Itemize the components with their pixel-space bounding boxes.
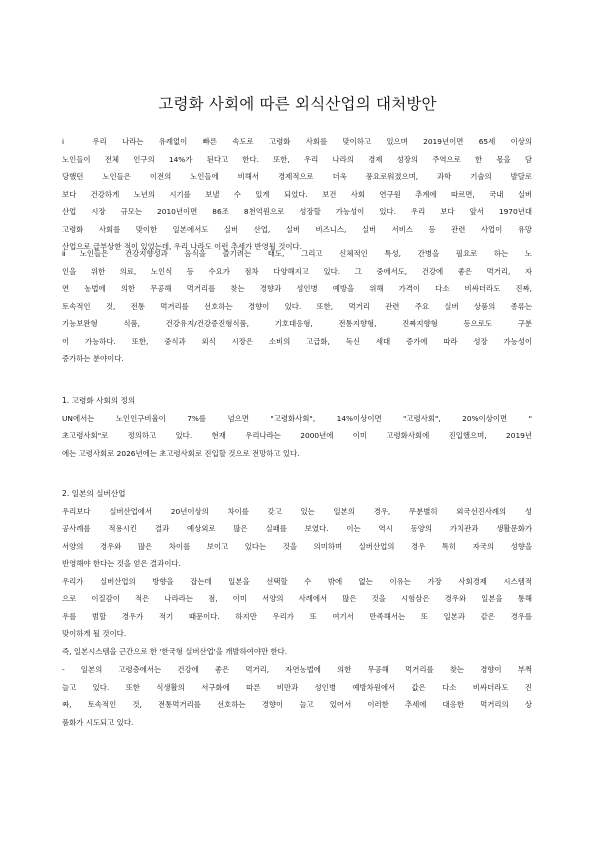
text-line: 보다 건강하게 노년의 시기를 보낼 수 있게 되었다. 보건 사회 연구원 추계에 따르면, 국내 실버 — [62, 189, 532, 199]
text-line: 산업 시장 규모는 2010년이면 86조 8천억원으로 성장할 가능성이 있다. 우리 보다 앞서 1970년대 — [62, 207, 532, 216]
text-line: - 일본의 고령층에서는 건강에 좋은 먹거리, 자연농법에 의한 무공해 먹거리를 찾는 경향이 부쩍 — [62, 665, 532, 674]
text-line: 맞이하게 될 것이다. — [62, 629, 127, 638]
text-line: 연 농법에 의한 무공해 먹거리를 찾는 경향과 성인병 예방을 위해 가격이 다소 비싸더라도 진짜, — [62, 284, 532, 293]
section-2 — [62, 485, 532, 660]
text-line: 우리가 실버산업의 방향을 잡는데 일본을 선택할 수 밖에 없는 이유는 가장 사회경제 시스템적 — [62, 576, 532, 586]
text-line: 에는 고령사회로 2026년에는 초고령사회로 진입할 것으로 전망하고 있다. — [62, 448, 300, 458]
text-line: 당했던 노인들은 이전의 노인들에 비해서 경제적으로 더욱 풍요로워졌으며, 과학 기술의 발달로 — [62, 172, 532, 181]
text-line: 서양의 경우와 많은 차이를 보이고 있다는 것을 의미하며 실버산업의 경우 특히 자국의 성향을 — [62, 541, 532, 551]
text-line: 반영해야 한다는 것을 얻은 결과이다. — [62, 559, 181, 568]
text-line: 우를 범할 경우가 적기 때문이다. 하지만 우리가 또 여기서 만족해서는 또 일본과 같은 경우를 — [62, 611, 532, 621]
text-line: 고령화 사회를 맞이한 일본에서도 실버 산업, 실버 비즈니스, 실버 서비스 등 관련 사업이 유망 — [62, 224, 532, 234]
text-line: 으로 이질감이 적은 나라라는 점, 이미 서양의 사례에서 많은 것을 시험삼은 경우와 일본을 통해 — [62, 594, 532, 603]
intro-paragraph-2 — [62, 245, 532, 368]
section-1 — [62, 392, 532, 462]
text-line: ⅱ노인들은 건강지향성과 음식을 즐기려는 태도, 그리고 신체적인 특성, 간병을 필요로 하는 노 — [62, 249, 532, 258]
text-line: 즉, 일본시스템을 근간으로 한 '한국형 실버산업'을 개발하여야만 한다. — [62, 646, 288, 656]
intro-paragraph-1 — [62, 133, 532, 256]
closing-paragraph — [62, 661, 532, 731]
section-heading: 2. 일본의 실버산업 — [62, 489, 126, 498]
text-line: 품화가 시도되고 있다. — [62, 717, 134, 727]
section-heading: 1. 고령화 사회의 정의 — [62, 396, 136, 405]
text-line: ⅰ 우리 나라는 유례없이 빠른 속도로 고령화 사회를 맞이하고 있으며 2019년이면 65세 이상의 — [62, 137, 532, 146]
document-title: 고령화 사회에 따른 외식산업의 대처방안 — [158, 95, 437, 113]
text-line: 짜, 토속적인 것, 전통먹거리를 선호하는 경향이 늘고 있어서 이러한 추세에 대응한 먹거리의 상 — [62, 700, 532, 709]
text-line: 산업으로 급부상한 적이 있었는데, 우리 나라도 이런 추세가 반영될 것이다. — [62, 242, 303, 251]
text-line: UN에서는 노인인구비율이 7%를 넘으면 "고령화사회", 14%이상이면 "고령사회", 20%이상이면 " — [62, 413, 532, 423]
text-line: 토속적인 것, 전통 먹거리를 선호하는 경향이 있다. 또한, 먹거리 관련 주요 실버 상품의 종류는 — [62, 301, 532, 311]
text-line: 노인들이 전체 인구의 14%가 된다고 한다. 또한, 우리 나라의 경제 성장의 주역으로 한 몫을 담 — [62, 154, 532, 164]
text-line: 기능보완형 식품, 건강유지/건강증진형식품, 기호대응형, 전통지향형, 진짜지향형 등으로도 구분 — [62, 319, 532, 328]
text-line: 공사례를 적용시킨 결과 예상외로 많은 실패를 보였다. 이는 역시 동양의 가치관과 생활문화가 — [62, 524, 532, 533]
text-line: 늘고 있다. 또한 식생활의 서구화에 따른 비만과 성인병 예방차원에서 값은 다소 비싸더라도 진 — [62, 682, 532, 692]
text-line: 초고령사회"로 정의하고 있다. 현재 우리나라는 2000년에 이미 고령화사회에 진입했으며, 2019년 — [62, 431, 532, 440]
text-line: 증가하는 분야이다. — [62, 354, 124, 363]
text-line: 인을 위한 의료, 노인식 등 수요가 점차 다양해지고 있다. 그 중에서도, 건강에 좋은 먹거리, 자 — [62, 266, 532, 276]
text-line: 우리보다 실버산업에서 20년이상의 차이를 갖고 있는 일본의 경우, 무분별히 외국선진사례의 성 — [62, 506, 532, 516]
text-line: 이 가능하다. 또한, 중식과 외식 시장은 소비의 고급화, 독신 세대 증가에 따라 성장 가능성이 — [62, 336, 532, 346]
